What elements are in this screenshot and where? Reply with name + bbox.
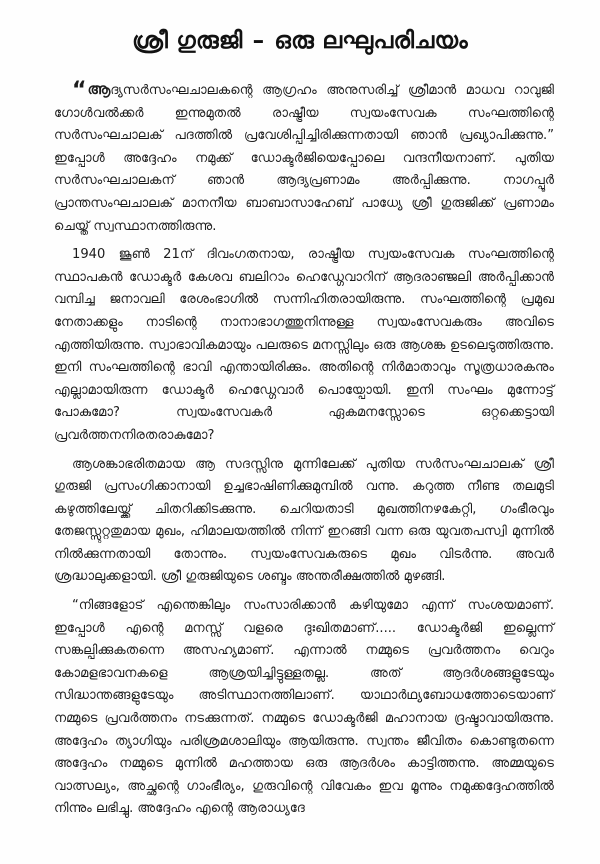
- title-main: ശ്രീ ഗുരുജി: [132, 28, 243, 54]
- paragraph-4: “നിങ്ങളോട് എന്തെങ്കിലും സംസാരിക്കാൻ കഴിയുമോ എന്ന് സംശയമാണ്. ഇപ്പോൾ എന്റെ മനസ്സ് വളരെ ദുഃഖിതമാണ്..... ഡോക്ടർജി ഇല്ലെന്ന് സങ്കല്പിക്കുകതന്നെ അസഹ്യമാണ്. എന്നാൽ നമ്മുടെ പ്രവർത്തനം വെറും കോമളഭാവനകളെ ആശ്രയിച്ചിട്ടുള്ളതല്ല. അത് ആദർശങ്ങളുടേയും സിദ്ധാന്തങ്ങളുടേയും അടിസ്ഥാനത്തിലാണ്. യാഥാർഥ്യബോധത്തോടെയാണ് നമ്മുടെ പ്രവർത്തനം നടക്കുന്നത്. നമ്മുടെ ഡോക്ടർജി മഹാനായ ദ്രഷ്ടാവായിരുന്നു. അദ്ദേഹം ത്യാഗിയും പരിശ്രമശാലിയും ആയിരുന്നു. സ്വന്തം ജീവിതം കൊണ്ടുതന്നെ അദ്ദേഹം നമ്മുടെ മുന്നിൽ മഹത്തായ ഒരു ആദർശം കാട്ടിത്തന്നു. അമ്മയുടെ വാത്സല്യം, അച്ഛന്റെ ഗാംഭീര്യം, ഗുരുവിന്റെ വിവേകം ഇവ മൂന്നും നമുക്കദ്ദേഹത്തിൽ നിന്നും ലഭിച്ചു. അദ്ദേഹം എന്റെ ആരാധ്യദേ: [54, 598, 554, 817]
- first-letter: ആ: [87, 80, 111, 98]
- paragraph-1: [54, 78, 554, 238]
- opening-quote: “: [72, 78, 87, 103]
- paragraph-1-text: ദ്യസർസംഘചാലകന്റെ ആഗ്രഹം അനുസരിച്ച് ശ്രീമാൻ മാധവ റാവുജി ഗോൾവൽക്കർ ഇന്നുമുതൽ രാഷ്ട്രീയ സ്വയംസേവക സംഘത്തിന്റെ സർസംഘചാലക് പദത്തിൽ പ്രവേശിപ്പിച്ചിരിക്കുന്നതായി ഞാൻ പ്രഖ്യാപിക്കുന്നു.” ഇപ്പോൾ അദ്ദേഹം നമുക്ക് ഡോക്ടർജിയെപ്പോലെ വന്ദനീയനാണ്. പുതിയ സർസംഘചാലകന് ഞാൻ ആദ്യപ്രണാമം അർപ്പിക്കുന്നു. നാഗപ്പൂർ പ്രാന്തസംഘചാലക് മാനനീയ ബാബാസാഹേബ് പാധ്യേ ശ്രീ ഗുരുജിക്ക് പ്രണാമം ചെയ്ത് സ്വസ്ഥാനത്തിരുന്നു.: [54, 83, 554, 234]
- paragraph-2: 1940 ജൂൺ 21ന് ദിവംഗതനായ, രാഷ്ട്രീയ സ്വയംസേവക സംഘത്തിന്റെ സ്ഥാപകൻ ഡോക്ടർ കേശവ ബലിറാം ഹെഡ്ഗേവാറിന് ആദരാഞ്ജലി അർപ്പിക്കാൻ വമ്പിച്ച ജനാവലി രേശംഭാഗിൽ സന്നിഹിതരായിരുന്നു. സംഘത്തിന്റെ പ്രമുഖ നേതാക്കളും നാടിന്റെ നാനാഭാഗത്തുനിന്നുള്ള സ്വയംസേവകരും അവിടെ എത്തിയിരുന്നു. സ്വാഭാവികമായും പലരുടെ മനസ്സിലും ഒരു ആശങ്ക ഉടലെടുത്തിരുന്നു. ഇനി സംഘത്തിന്റെ ഭാവി എന്തായിരിക്കും. അതിന്റെ നിർമാതാവും സൂത്രധാരകനും എല്ലാമായിരുന്ന ഡോക്ടർ ഹെഡ്ഗേവാർ പൊയ്പോയി. ഇനി സംഘം മുന്നോട്ട് പോകുമോ? സ്വയംസേവകർ ഏകമനസ്സോടെ ഒറ്റക്കെട്ടായി പ്രവർത്തനനിരതരാകുമോ?: [54, 247, 554, 443]
- page-body: [54, 78, 554, 827]
- page-title: [0, 28, 600, 54]
- title-sub: ഒരു ലഘുപരിചയം: [274, 28, 468, 54]
- title-dash: –: [252, 28, 265, 54]
- paragraph-3: ആശങ്കാഭരിതമായ ആ സദസ്സിനു മുന്നിലേക്ക് പുതിയ സർസംഘചാലക് ശ്രീ ഗുരുജി പ്രസംഗിക്കാനായി ഉച്ചഭാഷിണിക്കുമുമ്പിൽ വന്നു. കറുത്ത നീണ്ട തലമുടി കഴുത്തിലേയ്ക്ക് ചിതറിക്കിടക്കുന്നു. ചെറിയതാടി മുഖത്തിനഴകേറ്റി, ഗംഭീരവും തേജസ്സുറ്റതുമായ മുഖം, ഹിമാലയത്തിൽ നിന്ന് ഇറങ്ങി വന്ന ഒരു യുവതപസ്വി മുന്നിൽ നിൽക്കുന്നതായി തോന്നും. സ്വയംസേവകരുടെ മുഖം വിടർന്നു. അവർ ശ്രദ്ധാലുക്കളായി. ശ്രീ ഗുരുജിയുടെ ശബ്ദം അന്തരീക്ഷത്തിൽ മുഴങ്ങി.: [54, 456, 554, 585]
